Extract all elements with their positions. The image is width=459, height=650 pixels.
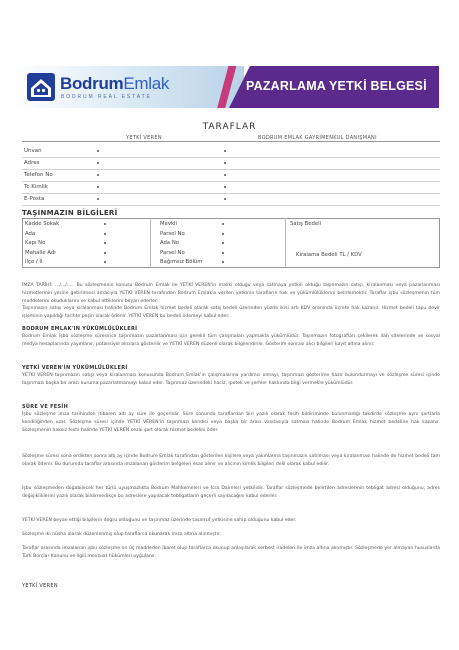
paragraph-intro: İMZA TARİHİ: .../.../..... Bu sözleşmenin konusu Bodrum Emlak ile YETKİ VEREN'in maliki olduğu veya satmaya yetkili olduğu taşınmazın satışı, kiralanması veya pazarlanması hizmetlerinin yerine getirilmesi amacıyla YETKİ VEREN tarafından Bodrum Emlak'a verilen yetkinin tarafların hak ve yükümlülüklerini belirlemektir. Taraflar işbu sözleşmenin tüm maddelerini okuduklarını ve kabul ettiklerini beyan ederler.: [22, 283, 440, 304]
property-field-label: Parsel No: [160, 230, 185, 237]
sale-price-label: Satış Bedeli: [290, 221, 322, 227]
property-field-label: Kapı No: [25, 240, 46, 246]
grantor-field-marker: [97, 150, 99, 152]
parties-title: TARAFLAR: [202, 122, 257, 132]
grantor-field-marker: [97, 174, 99, 176]
property-field-label: Mahalle Adı: [25, 249, 56, 256]
paragraph-fee: Taşınmazın satışı veya kiralanması halinde Bodrum Emlak hizmet bedeli olarak satış bedeli üzerinden yüzde ikisi artı KDV oranında ücrete hak kazanır. Hizmet bedeli tapu devir işleminin yapıldığı tarihte peşin olarak ödenir. YETKİ VEREN bu bedeli ödemeyi kabul eder.: [22, 306, 440, 319]
paragraph-grantor-obligations: YETKİ VEREN taşınmazın satışı veya kiralanması konusunda Bodrum Emlak'ın çalışmalarına yardımcı olmayı, taşınmazı gösterime hazır bulundurmayı ve sözleşme süresi içinde taşınmazı başka bir aracı kuruma pazarlatmamayı kabul eder. Taşınmaz üzerindeki haciz, ipotek ve şerhler hakkında bilgi vermekle yükümlüdür.: [22, 373, 440, 386]
property-title: TAŞINMAZIN BİLGİLERİ: [22, 209, 118, 217]
party-col-header-agent: BODRUM EMLAK GAYRİMENKUL DANIŞMANI: [258, 135, 377, 141]
row-divider: [22, 181, 440, 182]
row-divider: [22, 169, 440, 170]
property-field-marker: [222, 233, 224, 235]
brand-name: BodrumEmlak: [60, 74, 170, 93]
property-field-marker: [104, 242, 106, 244]
party-row-label: Telefon No: [24, 172, 53, 178]
rent-price-label: Kiralama Bedeli TL / KDV: [296, 252, 362, 258]
property-field-marker: [222, 223, 224, 225]
property-field-marker: [104, 261, 106, 263]
property-field-marker: [104, 223, 106, 225]
property-field-label: Ada No: [160, 240, 180, 246]
party-row-label: Unvan: [24, 148, 42, 154]
party-col-header-grantor: YETKİ VEREN: [126, 135, 162, 141]
property-field-label: Bağımsız Bölüm: [160, 259, 203, 265]
party-row-label: E-Posta: [24, 196, 45, 202]
grantor-field-marker: [97, 186, 99, 188]
column-divider: [285, 218, 286, 268]
agent-field-marker: [224, 150, 226, 152]
column-divider: [150, 218, 151, 268]
house-logo-icon: [26, 72, 56, 102]
property-field-label: Kadde Sokak: [25, 221, 60, 227]
property-field-marker: [104, 233, 106, 235]
grantor-field-marker: [97, 198, 99, 200]
property-field-marker: [222, 252, 224, 254]
heading-term: SÜRE VE FESİH: [22, 404, 69, 410]
paragraph-term: İşbu sözleşme imza tarihinden itibaren altı ay süre ile geçerlidir. Süre sonunda taraflardan biri yazılı olarak fesih bildiriminde bulunmadığı takdirde sözleşme aynı şartlarla kendiliğinden uzar. Sözleşme süresi içinde YETKİ VEREN'in taşınmazı kendisi veya başka bir aracı vasıtasıyla satması halinde Bodrum Emlak hizmet bedeline hak kazanır. Sözleşmenin haksız feshi halinde YETKİ VEREN cezai şart olarak hizmet bedelini öder.: [22, 412, 440, 433]
brand-tagline: BODRUM REAL ESTATE: [61, 94, 152, 100]
paragraph-copies: Sözleşme iki nüsha olarak düzenlenmiş olup taraflarca okunarak imza altına alınmıştır.: [22, 532, 221, 537]
agent-field-marker: [224, 198, 226, 200]
property-field-label: Ada: [25, 230, 36, 237]
paragraph-jurisdiction: İşbu sözleşmeden doğabilecek her türlü uyuşmazlıkta Bodrum Mahkemeleri ve İcra Daireleri yetkilidir. Taraflar sözleşmede belirtilen adreslerinin tebligat adresi olduğunu, adres değişikliklerini yazılı olarak bildirmedikçe bu adreslere yapılacak tebligatların geçerli sayılacağını kabul ederler.: [22, 486, 440, 499]
property-field-label: Parsel No: [160, 249, 185, 256]
header-banner: [14, 66, 439, 108]
row-divider: [22, 205, 440, 206]
signature-label: YETKİ VEREN: [22, 583, 58, 589]
party-row-label: Tc Kimlik: [24, 184, 48, 190]
property-field-marker: [104, 252, 106, 254]
agent-field-marker: [224, 186, 226, 188]
row-divider: [22, 157, 440, 158]
property-field-marker: [222, 261, 224, 263]
heading-grantor-obligations: YETKİ VEREN'İN YÜKÜMLÜLÜKLERİ: [22, 365, 128, 371]
paragraph-agent-obligations: Bodrum Emlak işbu sözleşme süresince taşınmazın pazarlanması için gerekli tüm çalışmaları yapmakla yükümlüdür. Taşınmazın fotoğrafları çekilerek ilan sitelerinde ve sosyal medya hesaplarında yayınlanır, potansiyel alıcılara gösterilir ve YETKİ VEREN düzenli olarak bilgilendirilir. Gösterim sonrası alıcı bilgileri kayıt altına alınır.: [22, 334, 440, 347]
heading-agent-obligations: BODRUM EMLAK'IN YÜKÜMLÜLÜKLERİ: [22, 326, 138, 332]
divider: [22, 141, 440, 142]
paragraph-declaration: YETKİ VEREN beyan ettiği bilgilerin doğru olduğunu ve taşınmaz üzerinde tasarruf yetkisine sahip olduğunu kabul eder.: [22, 518, 297, 523]
agent-field-marker: [224, 174, 226, 176]
property-field-label: İlçe / İl: [25, 259, 43, 265]
paragraph-after-term: Sözleşme süresi sona erdikten sonra altı ay içinde Bodrum Emlak tarafından gösterilen kişilere veya yakınlarına taşınmazın satılması veya kiralanması halinde de hizmet bedeli tam olarak ödenir. Bu durumda taraflar arasında imzalanan gösterim belgeleri esas alınır ve alıcının kimlik bilgileri delil olarak kabul edilir.: [22, 454, 440, 467]
property-box: [22, 218, 440, 268]
party-row-label: Adres: [24, 160, 40, 166]
paragraph-final: Taraflar arasında imzalanan işbu sözleşme on üç maddeden ibaret olup taraflarca okunup anlaşılarak serbest iradeleri ile imza altına alınmıştır. Sözleşmede yer almayan hususlarda Türk Borçlar Kanunu ve ilgili mevzuat hükümleri uygulanır.: [22, 546, 440, 559]
grantor-field-marker: [97, 162, 99, 164]
row-divider: [22, 193, 440, 194]
property-field-marker: [222, 242, 224, 244]
property-field-label: Mevkii: [160, 221, 177, 227]
agent-field-marker: [224, 162, 226, 164]
document-title: PAZARLAMA YETKİ BELGESİ: [246, 79, 427, 93]
